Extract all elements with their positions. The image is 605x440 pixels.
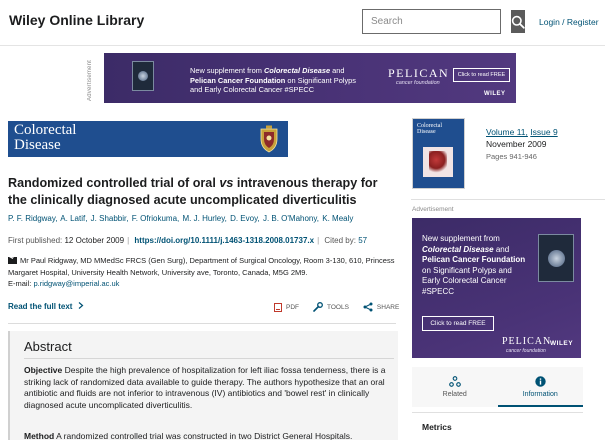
author-link[interactable]: P. F. Ridgway, — [8, 214, 58, 223]
cover-title: Colorectal Disease — [417, 123, 442, 135]
search-box — [362, 9, 501, 34]
wrench-icon — [313, 302, 323, 312]
search-icon — [511, 15, 525, 29]
pelican-logo: PELICAN — [388, 66, 450, 80]
ad-cta-button[interactable]: Click to read FREE — [453, 68, 510, 82]
abstract-method: Method A randomized controlled trial was constructed in two District General Hospitals. — [24, 431, 353, 440]
envelope-icon — [8, 257, 17, 264]
metrics-heading: Metrics — [422, 422, 452, 432]
cover-image — [423, 147, 453, 177]
share-button[interactable]: SHARE — [363, 302, 399, 312]
journal-name: Colorectal Disease — [14, 122, 77, 153]
side-ad-text: New supplement from Colorectal Disease and Pelican Cancer Foundation on Significant Polyps and Early Colorectal Cancer #SPECC — [422, 234, 526, 296]
abstract-section — [8, 331, 398, 440]
author-link[interactable]: J. B. O'Mahony, — [262, 214, 320, 223]
journal-banner[interactable] — [8, 121, 288, 157]
metrics-panel[interactable] — [412, 412, 583, 440]
issue-date: November 2009 — [486, 139, 547, 149]
ad-text: New supplement from Colorectal Disease and Pelican Cancer Foundation on Significant Polyps and Early Colorectal Cancer #SPECC — [190, 66, 356, 94]
side-ad-thumbnail — [538, 234, 574, 282]
author-link[interactable]: A. Latif, — [60, 214, 88, 223]
search-button[interactable] — [511, 10, 525, 33]
chevron-right-icon — [78, 302, 84, 309]
tools-button[interactable]: TOOLS — [313, 302, 349, 312]
wiley-logo: WILEY — [484, 91, 506, 97]
sidebar-tabs — [412, 367, 583, 407]
side-pelican-logo-sub: cancer foundation — [506, 348, 546, 354]
side-pelican-logo: PELICAN — [502, 336, 552, 347]
author-link[interactable]: M. J. Hurley, — [182, 214, 227, 223]
email-link[interactable]: p.ridgway@imperial.ac.uk — [33, 279, 120, 288]
side-advertisement[interactable] — [412, 218, 581, 358]
side-ad-label: Advertisement — [412, 206, 454, 213]
author-link[interactable]: F. Ofriokuma, — [131, 214, 180, 223]
issue-link[interactable]: Issue 9 — [530, 127, 558, 137]
cited-by-count[interactable]: 57 — [358, 236, 368, 245]
read-full-text-link[interactable]: Read the full text — [8, 302, 84, 311]
section-divider — [8, 323, 396, 324]
header-divider — [0, 45, 605, 46]
crest-icon — [258, 125, 280, 153]
site-logo[interactable]: Wiley Online Library — [9, 12, 145, 28]
share-icon — [363, 302, 373, 312]
side-ad-cta-button[interactable]: Click to read FREE — [422, 316, 494, 331]
tab-related[interactable]: Related — [412, 367, 498, 407]
pelican-logo-sub: cancer foundation — [396, 80, 440, 86]
issue-cover[interactable] — [412, 118, 465, 189]
pdf-button[interactable]: PDF — [274, 303, 299, 312]
pdf-icon — [274, 303, 282, 312]
publication-meta: First published: 12 October 2009 | https://doi.org/10.1111/j.1463-1318.2008.01737.x | Cited by: 57 — [8, 236, 368, 245]
email-label: E-mail: — [8, 279, 32, 288]
cited-by-label: Cited by: — [324, 236, 356, 245]
search-input[interactable] — [363, 10, 511, 33]
first-published-date: 12 October 2009 — [64, 236, 125, 245]
abstract-objective: Objective Despite the high prevalence of hospitalization for left iliac fossa tenderness, there is a striking lack of randomized data available to guide therapy. The authors hypothesize that an oral antibiotic and fluids are not inferior to intravenous (IV) antibiotics and 'bowel rest' in clinically diagnosed acute uncomplicated diverticulitis. — [24, 365, 386, 410]
ad-label: Advertisement — [87, 60, 93, 101]
side-wiley-logo: WILEY — [550, 340, 574, 347]
first-published-label: First published: — [8, 236, 63, 245]
login-register-link[interactable]: Login / Register — [539, 17, 599, 27]
author-affiliation: Mr Paul Ridgway, MD MMedSc FRCS (Gen Surg), Department of Surgical Oncology, Room 3-130, 610, Princess Margaret Hospital, University Health Network, University ave, Toronto, Canada, M5G 2M9. E-mail: p.ridgway@imperial.ac.uk — [8, 256, 395, 288]
article-title: Randomized controlled trial of oral vs intravenous therapy for the clinically diagnosed acute uncomplicated diverticulitis — [8, 176, 378, 207]
issue-info — [486, 126, 558, 163]
top-advertisement[interactable] — [104, 53, 516, 103]
abstract-heading: Abstract — [24, 339, 72, 354]
ad-thumbnail — [132, 61, 154, 91]
article-tools — [274, 302, 399, 312]
tab-information[interactable]: Information — [498, 367, 584, 407]
author-link[interactable]: K. Mealy — [322, 214, 354, 223]
related-icon — [449, 376, 461, 387]
abstract-divider — [24, 358, 394, 359]
issue-pages: Pages 941-946 — [486, 152, 537, 161]
author-link[interactable]: J. Shabbir, — [90, 214, 129, 223]
author-link[interactable]: D. Evoy, — [230, 214, 260, 223]
volume-link[interactable]: Volume 11, — [486, 127, 528, 137]
doi-link[interactable]: https://doi.org/10.1111/j.1463-1318.2008.01737.x — [134, 236, 315, 245]
sidebar-divider — [411, 199, 605, 200]
author-list — [8, 214, 408, 223]
info-icon — [535, 376, 546, 387]
